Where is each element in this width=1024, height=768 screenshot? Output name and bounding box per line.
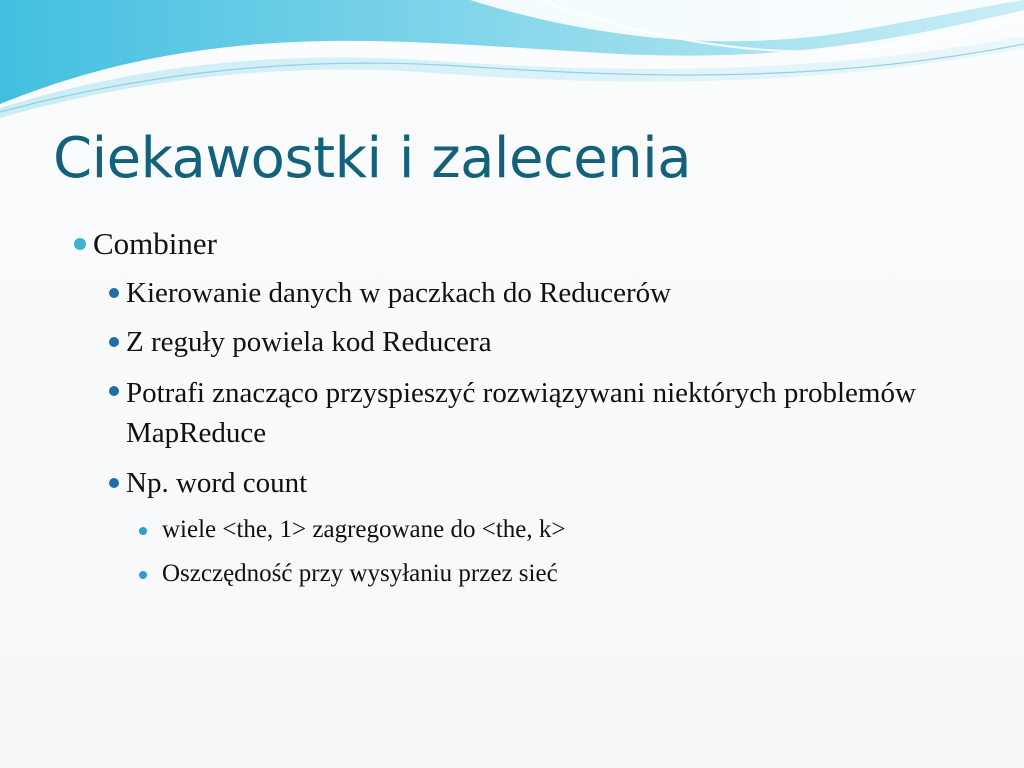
bullet-dot-icon [109, 478, 119, 488]
bullet-list [62, 224, 962, 602]
bullet-item-level2 [62, 324, 962, 361]
bullet-text: Potrafi znacząco przyspieszyć rozwiązywani niektórych problemów MapReduce [126, 377, 916, 449]
bullet-item-level3 [62, 514, 962, 546]
bullet-item-level3 [62, 558, 962, 590]
bullet-item-level1 [62, 224, 962, 264]
bullet-text: Np. word count [126, 467, 308, 499]
bullet-text: Kierowanie danych w paczkach do Reducerów [126, 277, 672, 309]
bullet-text: Combiner [93, 226, 217, 261]
bullet-dot-icon [109, 288, 119, 298]
slide-title: Ciekawostki i zalecenia [53, 126, 692, 191]
bullet-dot-icon [109, 337, 119, 347]
bullet-item-level2 [62, 275, 962, 312]
bullet-text: Z reguły powiela kod Reducera [126, 326, 492, 358]
bullet-item-level2 [62, 465, 962, 502]
decorative-wave-header [0, 0, 1024, 130]
bullet-dot-icon [74, 238, 86, 250]
bullet-dot-icon [139, 571, 147, 579]
bullet-dot-icon [139, 527, 147, 535]
bullet-text: Oszczędność przy wysyłaniu przez sieć [162, 560, 558, 587]
bullet-item-level2 [62, 373, 962, 453]
bullet-text: wiele <the, 1> zagregowane do <the, k> [162, 516, 566, 543]
bullet-dot-icon [109, 386, 119, 396]
